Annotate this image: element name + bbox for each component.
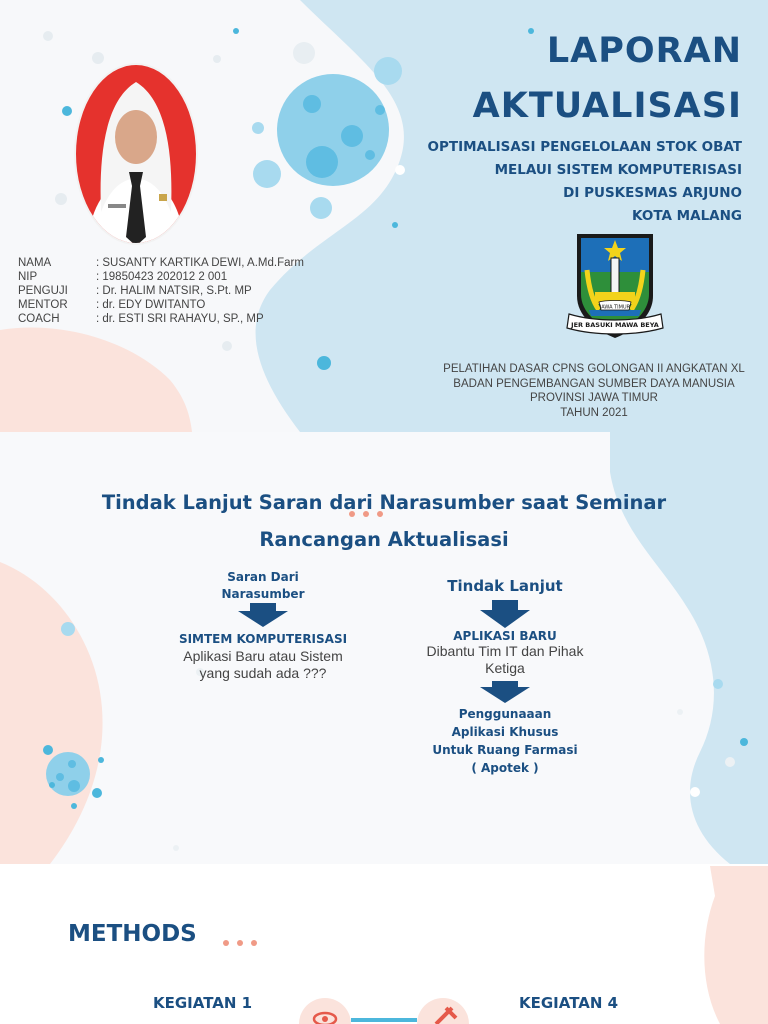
info-value: : dr. ESTI SRI RAHAYU, SP., MP [96, 313, 264, 325]
info-value: : dr. EDY DWITANTO [96, 299, 206, 311]
follow-up-slide [0, 432, 768, 864]
info-row [18, 256, 304, 270]
info-label: MENTOR [18, 299, 68, 311]
training-line: PROVINSI JAWA TIMUR [529, 392, 658, 404]
info-label: NIP [18, 271, 38, 283]
training-line: BADAN PENGEMBANGAN SUMBER DAYA MANUSIA [453, 377, 735, 390]
slide-title-line: Tindak Lanjut Saran dari Narasumber saat Seminar [101, 491, 667, 514]
methods-slide [0, 866, 768, 1024]
emblem-motto: JER BASUKI MAWA BEYA [571, 321, 659, 329]
info-value: : SUSANTY KARTIKA DEWI, A.Md.Farm [96, 257, 304, 269]
jawa-timur-emblem [565, 230, 665, 344]
emblem-ribbon-top: JAWA TIMUR [599, 304, 631, 311]
title-laporan: LAPORAN [546, 31, 742, 71]
info-value: : 19850423 202012 2 001 [96, 271, 228, 283]
down-arrow-icon [480, 600, 530, 628]
subtitle-line: MELAUI SISTEM KOMPUTERISASI [494, 162, 742, 178]
subtitle-line: OPTIMALISASI PENGELOLAAN STOK OBAT [427, 139, 742, 155]
title-aktualisasi: AKTUALISASI [472, 86, 742, 126]
training-line: TAHUN 2021 [560, 406, 628, 419]
suggestion-label: SIMTEM KOMPUTERISASI [178, 632, 348, 646]
down-arrow-icon [480, 681, 530, 703]
slide-title [84, 484, 684, 558]
report-subtitle [428, 136, 742, 228]
info-label: NAMA [18, 257, 52, 269]
follow-up-label: APLIKASI BARU [453, 629, 557, 643]
kegiatan-4-label: KEGIATAN 4 [519, 994, 619, 1012]
subtitle-line: DI PUSKESMAS ARJUNO [563, 185, 742, 201]
follow-up-heading: Tindak Lanjut [447, 577, 563, 595]
training-line: PELATIHAN DASAR CPNS GOLONGAN II ANGKATAN XL [443, 363, 745, 375]
suggestion-heading: Saran Dari Narasumber [221, 570, 305, 601]
info-row [18, 312, 304, 326]
portrait-photo [73, 62, 199, 246]
subtitle-line: KOTA MALANG [632, 208, 742, 224]
kegiatan-1-label: KEGIATAN 1 [153, 994, 253, 1012]
methods-title: METHODS [68, 921, 197, 947]
suggestion-column [178, 569, 348, 682]
training-info [434, 362, 754, 420]
info-value: : Dr. HALIM NATSIR, S.Pt. MP [96, 285, 252, 297]
info-row [18, 284, 304, 298]
suggestion-text: Aplikasi Baru atau Sistem yang sudah ada ??? [183, 648, 343, 681]
info-label: PENGUJI [18, 285, 68, 297]
info-label: COACH [18, 313, 60, 325]
cover-slide [0, 0, 768, 432]
follow-up-result: Penggunaaan Aplikasi Khusus Untuk Ruang Farmasi ( Apotek ) [432, 707, 578, 775]
personal-info [18, 256, 304, 326]
follow-up-column [410, 575, 600, 777]
info-row [18, 270, 304, 284]
slide-title-line: Rancangan Aktualisasi [259, 528, 509, 551]
down-arrow-icon [238, 603, 288, 627]
follow-up-text: Dibantu Tim IT dan Pihak Ketiga [426, 643, 584, 676]
info-row [18, 298, 304, 312]
